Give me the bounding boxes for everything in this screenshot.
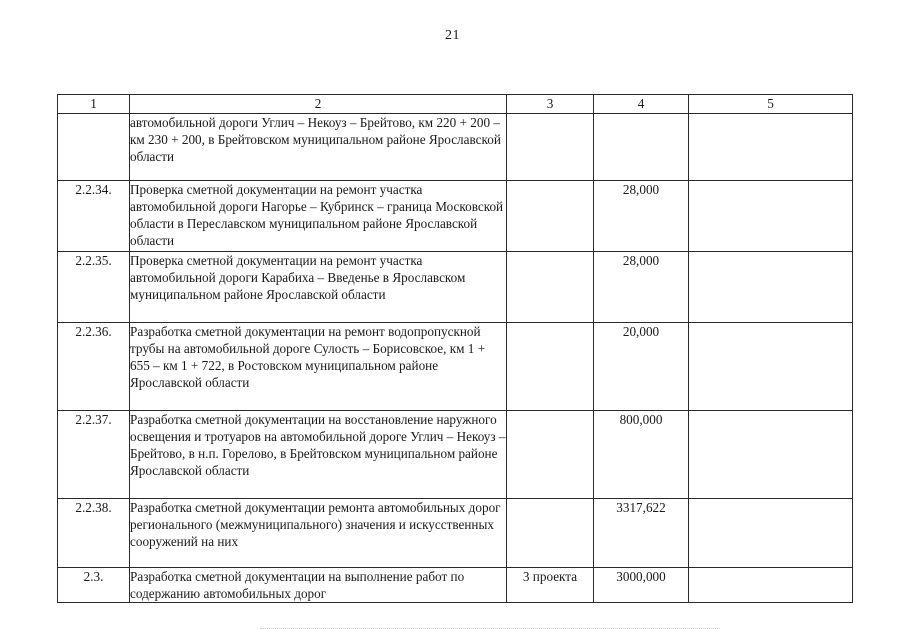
column-header-2: 2: [130, 95, 507, 114]
row-quantity: [507, 499, 594, 568]
table-row: [58, 568, 853, 603]
row-number: 2.2.38.: [58, 499, 130, 568]
row-number: 2.3.: [58, 568, 130, 603]
row-amount: 28,000: [594, 181, 689, 252]
page-number: 21: [445, 28, 460, 43]
row-description: автомобильной дороги Углич – Некоуз – Брейтово, км 220 + 200 – км 230 + 200, в Брейтовском муниципальном районе Ярославской области: [130, 114, 507, 181]
table-row: [58, 114, 853, 181]
row-number: 2.2.35.: [58, 252, 130, 323]
row-amount: [594, 114, 689, 181]
row-quantity: [507, 252, 594, 323]
row-number: 2.2.34.: [58, 181, 130, 252]
budget-table: [57, 94, 853, 603]
scan-artifact-line: [260, 628, 720, 633]
row-quantity: 3 проекта: [507, 568, 594, 603]
row-note: [689, 114, 853, 181]
row-description: Разработка сметной документации на восстановление наружного освещения и тротуаров на автомобильной дороге Углич – Некоуз – Брейтово, в н.п. Горелово, в Брейтовском муниципальном районе Ярославской области: [130, 411, 507, 499]
row-description: Проверка сметной документации на ремонт участка автомобильной дороги Нагорье – Кубринск – граница Московской области в Переславском муниципальном районе Ярославской области: [130, 181, 507, 252]
row-description: Разработка сметной документации ремонта автомобильных дорог регионального (межмуниципального) значения и искусственных сооружений на них: [130, 499, 507, 568]
table-row: [58, 411, 853, 499]
row-number: 2.2.37.: [58, 411, 130, 499]
row-amount: 28,000: [594, 252, 689, 323]
column-header-4: 4: [594, 95, 689, 114]
row-note: [689, 252, 853, 323]
row-amount: 3317,622: [594, 499, 689, 568]
row-description: Разработка сметной документации на ремонт водопропускной трубы на автомобильной дороге Сулость – Борисовское, км 1 + 655 – км 1 + 722, в Ростовском муниципальном районе Ярославской области: [130, 323, 507, 411]
row-quantity: [507, 181, 594, 252]
row-note: [689, 181, 853, 252]
row-note: [689, 499, 853, 568]
table-row: [58, 499, 853, 568]
row-amount: 3000,000: [594, 568, 689, 603]
row-quantity: [507, 323, 594, 411]
row-quantity: [507, 114, 594, 181]
row-number: [58, 114, 130, 181]
column-header-3: 3: [507, 95, 594, 114]
table-row: [58, 181, 853, 252]
row-note: [689, 323, 853, 411]
row-amount: 20,000: [594, 323, 689, 411]
table-header: [58, 95, 853, 114]
row-note: [689, 411, 853, 499]
column-header-1: 1: [58, 95, 130, 114]
row-amount: 800,000: [594, 411, 689, 499]
row-quantity: [507, 411, 594, 499]
table-row: [58, 323, 853, 411]
row-number: 2.2.36.: [58, 323, 130, 411]
row-description: Разработка сметной документации на выполнение работ по содержанию автомобильных дорог: [130, 568, 507, 603]
column-header-5: 5: [689, 95, 853, 114]
table-row: [58, 252, 853, 323]
row-description: Проверка сметной документации на ремонт участка автомобильной дороги Карабиха – Введенье в Ярославском муниципальном районе Ярославской области: [130, 252, 507, 323]
row-note: [689, 568, 853, 603]
table-body: [58, 114, 853, 603]
header-row: [58, 95, 853, 114]
